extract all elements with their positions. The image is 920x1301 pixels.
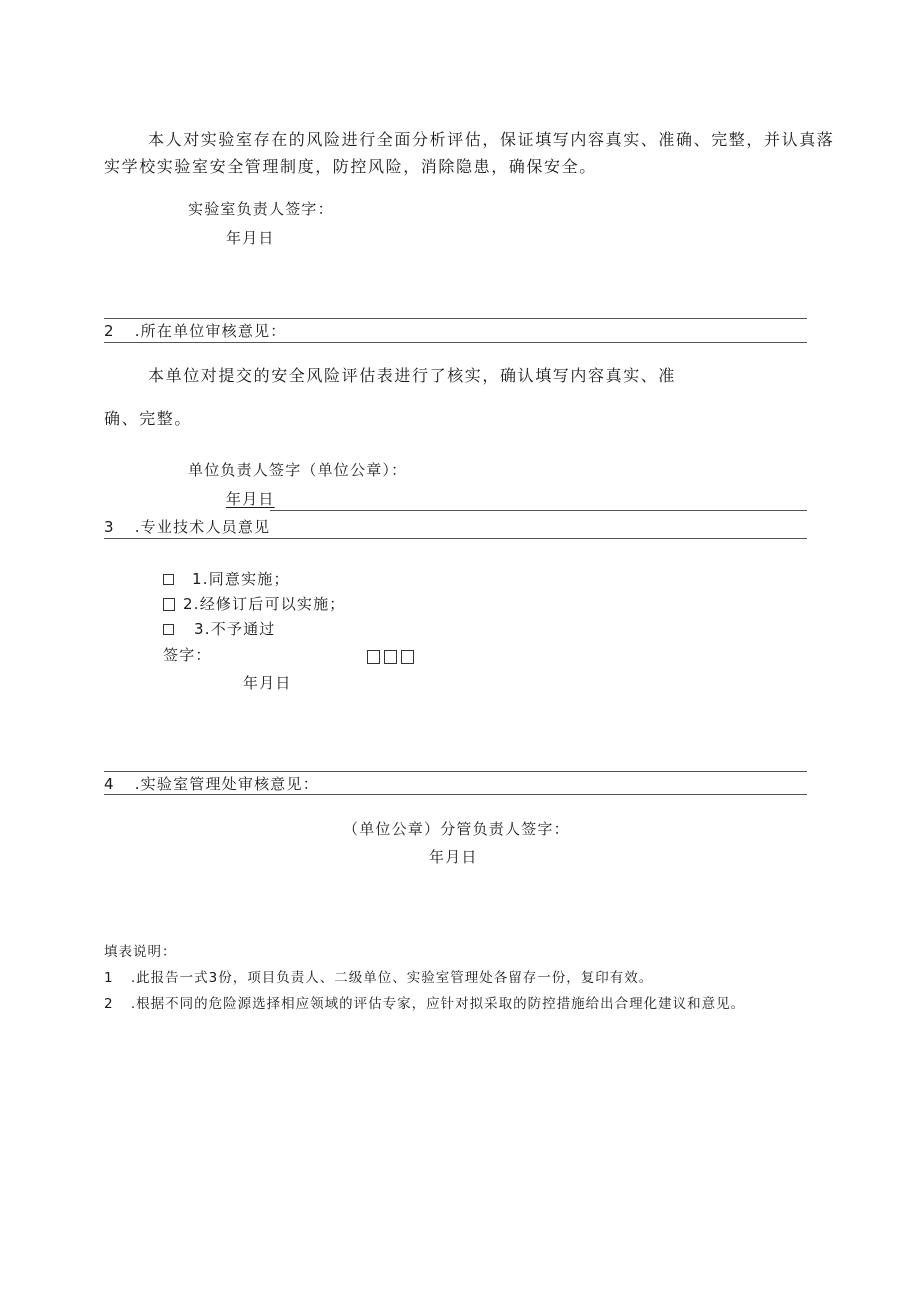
- unit-head-signature-label: 单位负责人签字（单位公章）：: [188, 461, 408, 479]
- admin-date-label: 年月日: [429, 848, 478, 866]
- expert-date-label: 年月日: [243, 674, 292, 692]
- placeholder-box-icon: [384, 650, 397, 664]
- section-4-title: .实验室管理处审核意见：: [134, 775, 319, 793]
- note-item-1-text: .此报告一式3份，项目负责人、二级单位、实验室管理处各留存一份，复印有效。: [130, 970, 654, 986]
- placeholder-box-icon: [401, 650, 414, 664]
- section-3-header: [104, 520, 270, 535]
- section-2-number: 2: [104, 322, 115, 340]
- option-revise-label: 2.经修订后可以实施；: [183, 595, 346, 613]
- lab-head-date-label: 年月日: [226, 229, 275, 247]
- section-2-text-line-2: 确、完整。: [104, 409, 193, 428]
- option-approve-label: 1.同意实施；: [192, 570, 290, 588]
- option-reject[interactable]: [163, 622, 276, 637]
- section-4-top-rule: [104, 771, 807, 772]
- section-3-title: .专业技术人员意见: [134, 518, 271, 536]
- notes-title: 填表说明：: [104, 944, 177, 960]
- placeholder-box-icon: [367, 650, 380, 664]
- signature-placeholder-boxes: [367, 648, 418, 664]
- option-approve[interactable]: [163, 572, 290, 587]
- note-item-2: [104, 998, 745, 1012]
- section-2-header: [104, 324, 287, 339]
- note-item-1-number: 1: [104, 970, 114, 986]
- section-3-bottom-rule: [104, 538, 807, 539]
- declaration-line-1: 本人对实验室存在的风险进行全面分析评估，保证填写内容真实、准确、完整，并认真落: [148, 130, 835, 149]
- checkbox-icon[interactable]: [163, 574, 174, 585]
- option-revise[interactable]: [163, 597, 346, 612]
- option-reject-label: 3.不予通过: [194, 620, 276, 638]
- note-item-2-number: 2: [104, 996, 114, 1012]
- section-4-header: [104, 777, 319, 792]
- declaration-line-2: 实学校实验室安全管理制度，防控风险，消除隐患，确保安全。: [104, 157, 597, 176]
- checkbox-icon[interactable]: [163, 624, 174, 635]
- checkbox-icon[interactable]: [163, 598, 175, 611]
- unit-head-date-label: 年月日: [226, 490, 275, 508]
- section-2-bottom-rule: [104, 342, 807, 343]
- note-item-1: [104, 972, 653, 986]
- lab-head-signature-label: 实验室负责人签字：: [188, 200, 334, 218]
- section-3-number: 3: [104, 518, 115, 536]
- note-item-2-text: .根据不同的危险源选择相应领域的评估专家，应针对拟采取的防控措施给出合理化建议和意见。: [130, 996, 746, 1012]
- section-4-bottom-rule: [104, 794, 807, 795]
- section-2-top-rule: [104, 318, 807, 319]
- section-2-text-line-1: 本单位对提交的安全风险评估表进行了核实，确认填写内容真实、准: [148, 366, 677, 385]
- expert-signature-label: 签字：: [163, 646, 212, 664]
- admin-signature-label: （单位公章）分管负责人签字：: [343, 820, 570, 838]
- section-4-number: 4: [104, 775, 115, 793]
- section-2-end-rule: [270, 510, 807, 511]
- section-2-title: .所在单位审核意见：: [134, 322, 287, 340]
